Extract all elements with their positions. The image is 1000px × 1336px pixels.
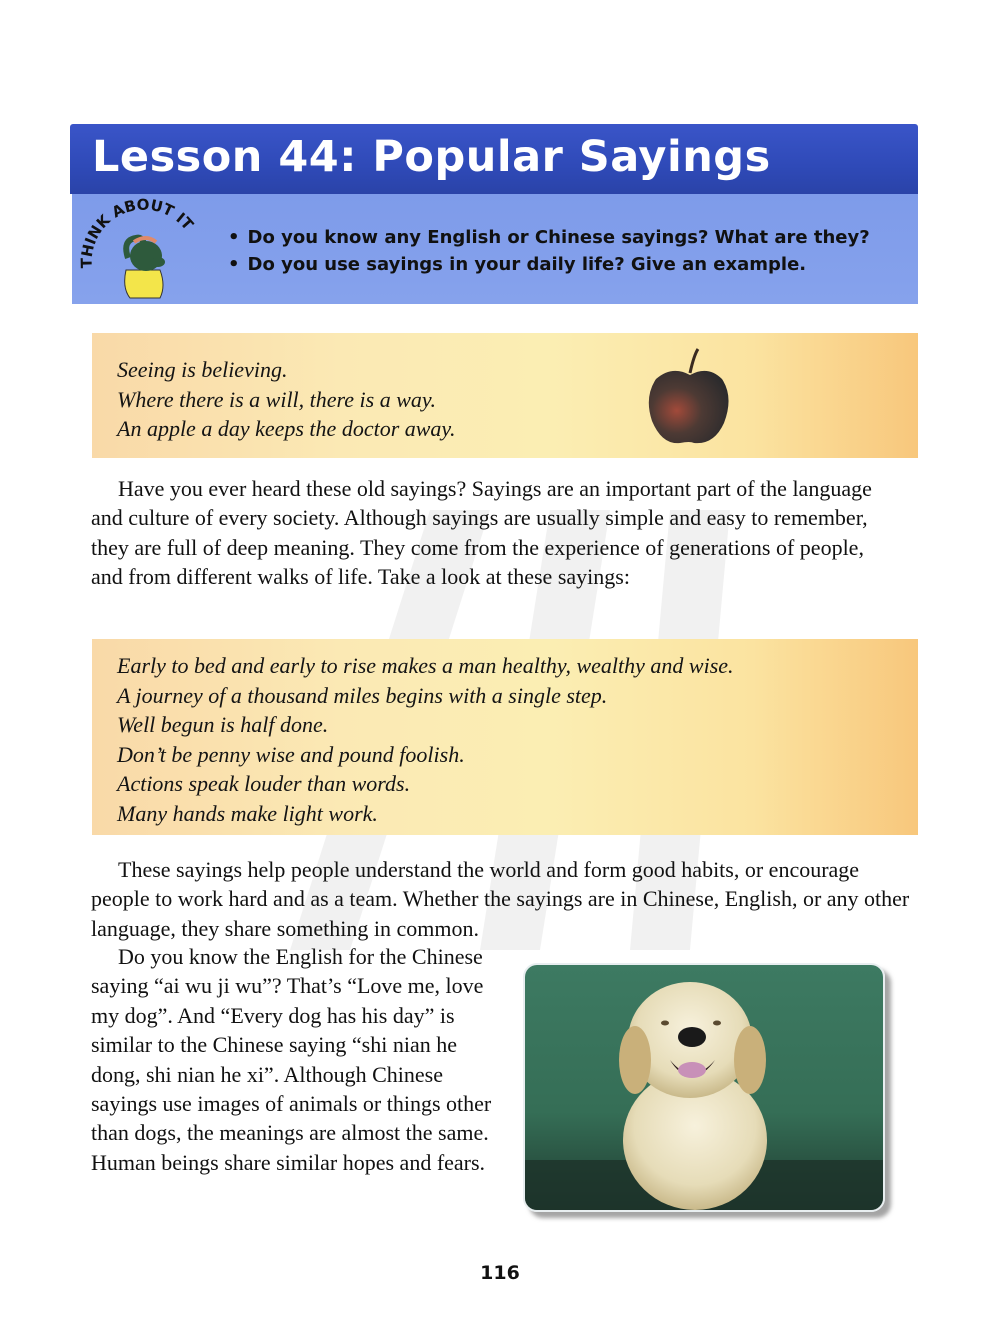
puppy-image bbox=[525, 965, 883, 1210]
body-paragraph-2: These sayings help people understand the world and form good habits, or encourage people to work hard and as a team. Whether the sayings are in Chinese, English, or any other language, they share something in common. bbox=[91, 857, 910, 941]
sayings-box-2 bbox=[92, 639, 918, 835]
saying-item: Actions speak louder than words. bbox=[117, 771, 411, 796]
think-questions-list bbox=[228, 224, 870, 278]
saying-item: Well begun is half done. bbox=[117, 712, 329, 737]
puppy-photo bbox=[523, 963, 885, 1212]
badge-label: THINK ABOUT IT bbox=[78, 198, 197, 269]
page-number: 116 bbox=[480, 1262, 520, 1284]
saying-item: Early to bed and early to rise makes a man healthy, wealthy and wise. bbox=[117, 653, 734, 678]
saying-item: An apple a day keeps the doctor away. bbox=[117, 416, 456, 441]
saying-item: A journey of a thousand miles begins with a single step. bbox=[117, 682, 608, 708]
think-question: • Do you know any English or Chinese sayings? What are they? bbox=[228, 224, 870, 251]
intro-paragraph: Have you ever heard these old sayings? Sayings are an important part of the language and culture of every society. Although sayings are usually simple and easy to remember, they are full of deep meaning. They come from the experience of generations of people, and from different walks of life. Take a look at these sayings: bbox=[91, 476, 872, 589]
saying-item: Where there is a will, there is a way. bbox=[117, 386, 436, 412]
sayings-list-1 bbox=[117, 355, 455, 444]
lesson-title: Lesson 44: Popular Sayings bbox=[92, 132, 771, 182]
sayings-box-1 bbox=[92, 333, 918, 458]
body-paragraph-3: Do you know the English for the Chinese saying “ai wu ji wu”? That’s “Love me, love my dog”. And “Every dog has his day” is similar to the Chinese saying “shi nian he dong, shi nian he xi”. Although Chinese sayings use images of animals or things other than dogs, the meanings are almost the same. Human beings share similar hopes and fears. bbox=[91, 944, 492, 1175]
lesson-title-bar bbox=[70, 124, 918, 194]
think-about-it-badge-icon bbox=[78, 198, 208, 302]
sayings-list-2 bbox=[117, 651, 734, 828]
saying-item: Many hands make light work. bbox=[117, 800, 378, 826]
think-about-it-panel bbox=[72, 194, 918, 304]
think-question: • Do you use sayings in your daily life? Give an example. bbox=[228, 251, 870, 278]
saying-item: Don’t be penny wise and pound foolish. bbox=[117, 741, 465, 767]
apple-icon bbox=[642, 345, 737, 450]
saying-item: Seeing is believing. bbox=[117, 357, 288, 382]
